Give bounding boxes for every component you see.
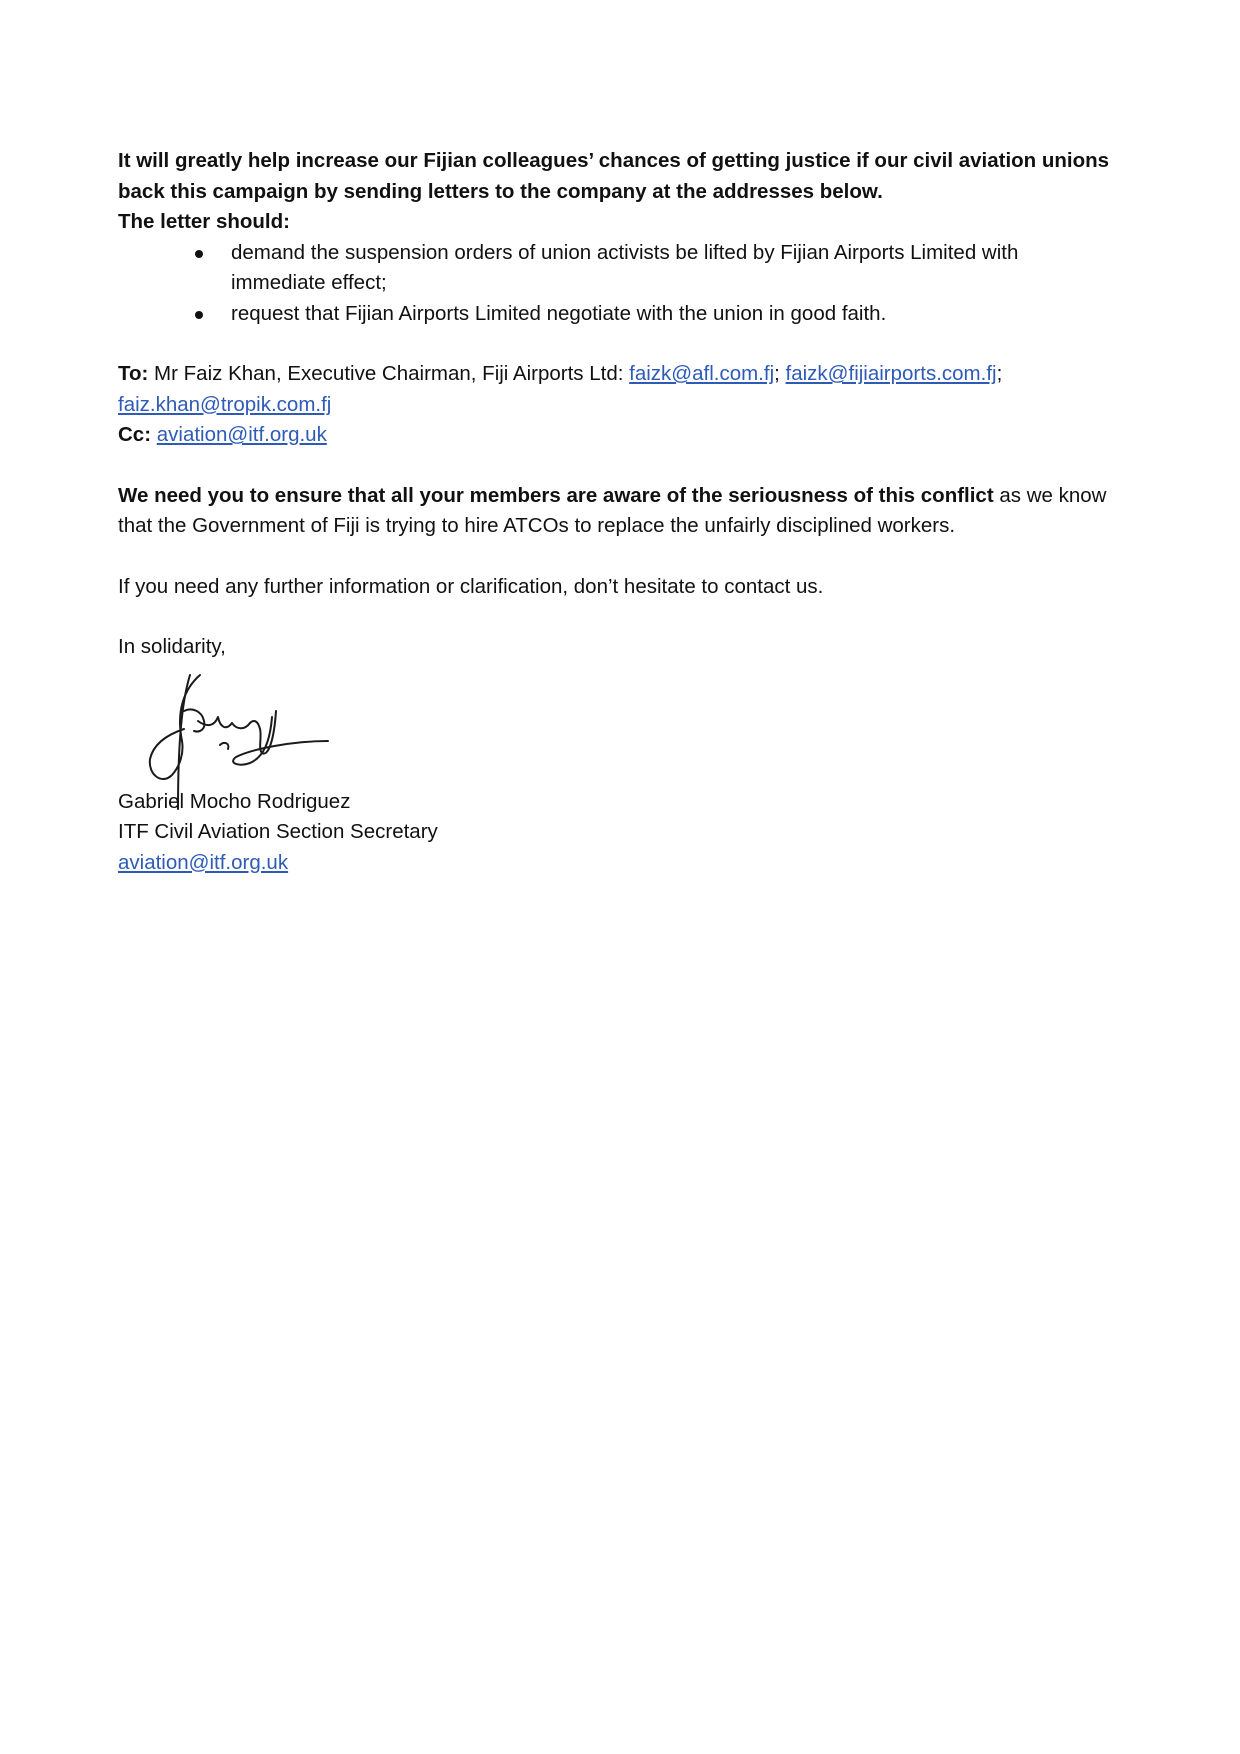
letter-should-heading: The letter should: [118,210,290,233]
members-emphasis: We need you to ensure that all your members are aware of the seriousness of this conflict [118,483,994,507]
signer-email-link[interactable]: aviation@itf.org.uk [118,850,289,874]
closing-text: In solidarity, [118,635,226,658]
signer-title: ITF Civil Aviation Section Secretary [118,820,438,843]
cc-line [118,420,1118,451]
signer-block [118,787,1118,879]
to-email-link-3[interactable]: faiz.khan@tropik.com.fj [118,392,332,416]
demands-list [118,238,1118,330]
to-label: To: [118,362,149,385]
bullet-icon [195,311,203,319]
letter-page [118,146,1118,878]
cc-label: Cc: [118,423,152,446]
cc-email-link[interactable]: aviation@itf.org.uk [156,423,327,446]
signer-name: Gabriel Mocho Rodriguez [118,789,351,813]
spacer [118,451,1118,481]
to-line [118,359,1118,420]
spacer [118,329,1118,359]
spacer [118,542,1118,572]
members-rest: as we know that the Government of Fiji is trying to hire ATCOs to replace the unfairly disciplined workers. [118,483,1107,537]
to-email-link-2[interactable]: faizk@fijiairports.com.fj [785,362,997,385]
list-item [118,299,1118,330]
to-email-link-1[interactable]: faizk@afl.com.fj [629,362,775,385]
contact-paragraph: If you need any further information or clarification, don’t hesitate to contact us. [118,574,824,598]
list-item-text: demand the suspension orders of union activists be lifted by Fijian Airports Limited with immediate effect; [231,240,1019,294]
list-item [118,238,1118,299]
to-recipient-text: Mr Faiz Khan, Executive Chairman, Fiji Airports Ltd: [148,362,630,385]
list-item-text: request that Fijian Airports Limited negotiate with the union in good faith. [231,301,887,325]
intro-paragraph: It will greatly help increase our Fijian colleagues’ chances of getting justice if our civil aviation unions back this campaign by sending letters to the company at the addresses below. [118,149,1110,203]
bullet-icon [195,250,203,258]
members-paragraph [118,481,1118,542]
spacer [118,602,1118,632]
email-separator: ; [996,362,1003,385]
email-separator: ; [774,362,786,385]
